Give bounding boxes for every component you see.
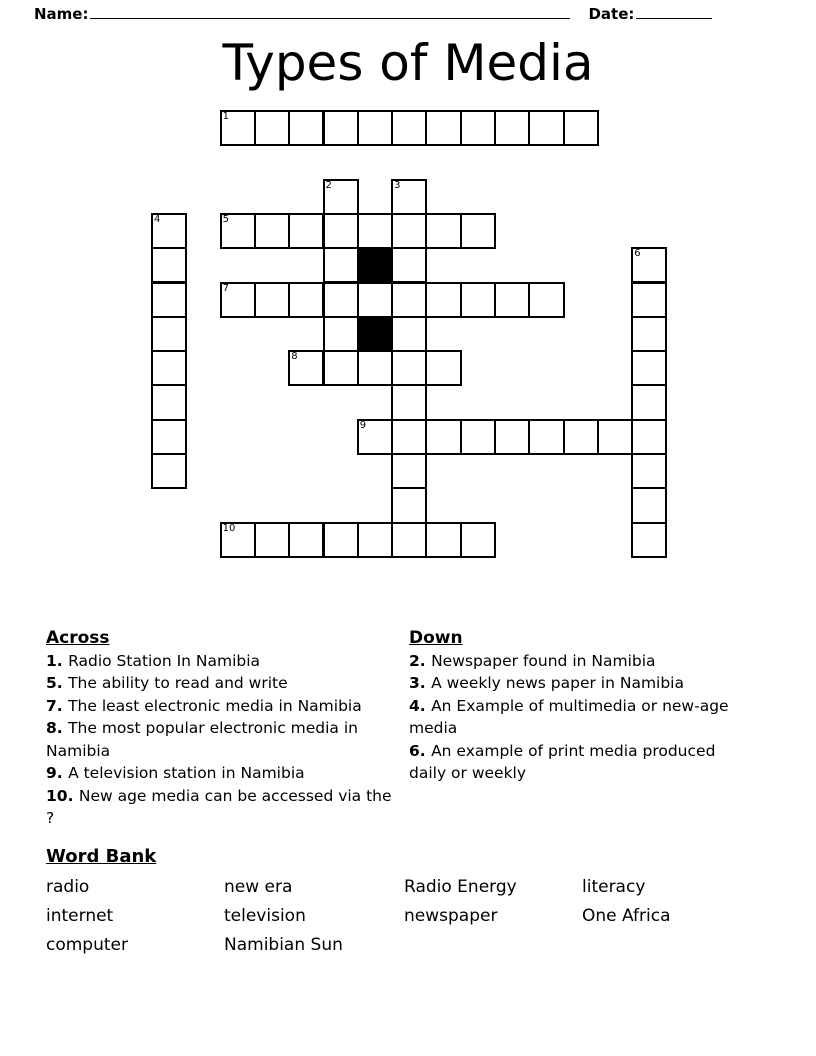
grid-cell[interactable] (528, 282, 564, 318)
down-clue-text: An Example of multimedia or new-age media (409, 696, 729, 738)
grid-cell[interactable] (288, 522, 324, 558)
grid-cell[interactable] (220, 282, 256, 318)
word-bank-item: radio (46, 877, 90, 897)
grid-cell[interactable] (631, 384, 667, 420)
grid-cell-number: 7 (222, 282, 229, 294)
word-bank-item: Radio Energy (404, 877, 517, 897)
across-clue (46, 762, 396, 784)
grid-cell[interactable] (631, 350, 667, 386)
grid-cell[interactable] (460, 419, 496, 455)
grid-cell[interactable] (391, 453, 427, 489)
word-bank-section (46, 846, 786, 961)
across-clue (46, 785, 396, 830)
grid-cell[interactable] (220, 213, 256, 249)
grid-cell[interactable] (323, 179, 359, 215)
grid-cell[interactable] (597, 419, 633, 455)
grid-cell[interactable] (254, 522, 290, 558)
grid-cell[interactable] (323, 213, 359, 249)
grid-cell[interactable] (323, 282, 359, 318)
across-clue (46, 672, 396, 694)
grid-cell-number: 8 (291, 351, 298, 363)
across-clue-number: 10. (46, 786, 79, 805)
word-bank-empty (582, 931, 762, 960)
grid-cell[interactable] (254, 110, 290, 146)
across-clue-number: 8. (46, 719, 69, 738)
grid-cell[interactable] (631, 419, 667, 455)
grid-cell[interactable] (391, 179, 427, 215)
page-title: Types of Media (222, 34, 594, 92)
word-bank-item: Namibian Sun (224, 935, 343, 956)
grid-cell[interactable] (425, 419, 461, 455)
grid-cell-number: 6 (634, 248, 641, 260)
grid-cell[interactable] (563, 110, 599, 146)
grid-cell[interactable] (563, 419, 599, 455)
grid-cell[interactable] (323, 350, 359, 386)
grid-cell-number: 3 (394, 179, 401, 191)
grid-cell[interactable] (151, 453, 187, 489)
down-clue (409, 695, 749, 740)
grid-cell[interactable] (391, 384, 427, 420)
grid-cell[interactable] (631, 282, 667, 318)
grid-cell[interactable] (151, 282, 187, 318)
grid-cell[interactable] (391, 487, 427, 523)
grid-cell[interactable] (494, 110, 530, 146)
across-clue-text: The most popular electronic media in Namibia (46, 719, 358, 760)
grid-cell-number: 2 (325, 179, 332, 191)
grid-cell-number: 5 (222, 213, 229, 225)
down-clue-text: Newspaper found in Namibia (431, 652, 656, 670)
grid-cell[interactable] (357, 110, 393, 146)
name-label: Name: (34, 5, 89, 23)
grid-cell[interactable] (425, 282, 461, 318)
grid-cell[interactable] (528, 419, 564, 455)
grid-cell[interactable] (357, 419, 393, 455)
grid-cell[interactable] (391, 110, 427, 146)
across-clue-number: 9. (46, 764, 69, 783)
grid-cell[interactable] (323, 110, 359, 146)
across-clue-text: Radio Station In Namibia (68, 652, 261, 670)
down-clue-number: 2. (409, 652, 432, 670)
grid-cell[interactable] (254, 282, 290, 318)
across-heading: Across (46, 628, 110, 648)
grid-cell[interactable] (528, 110, 564, 146)
down-heading: Down (409, 628, 463, 648)
grid-cell[interactable] (391, 247, 427, 283)
word-bank-item: computer (46, 935, 128, 956)
across-clue-text: A television station in Namibia (68, 764, 305, 783)
grid-cell[interactable] (460, 213, 496, 249)
down-clue-number: 4. (409, 696, 432, 715)
word-bank-grid (46, 873, 786, 961)
date-label: Date: (588, 5, 635, 23)
grid-cell[interactable] (288, 282, 324, 318)
down-clue (409, 650, 749, 672)
grid-cell[interactable] (151, 213, 187, 249)
down-clue-text: A weekly news paper in Namibia (431, 674, 684, 693)
word-bank-item: literacy (582, 877, 646, 897)
grid-cell[interactable] (288, 350, 324, 386)
grid-cell[interactable] (391, 522, 427, 558)
grid-cell[interactable] (631, 522, 667, 558)
grid-cell[interactable] (425, 350, 461, 386)
grid-cell[interactable] (220, 110, 256, 146)
across-clue (46, 695, 396, 717)
grid-cell-number: 10 (222, 522, 236, 534)
grid-cell[interactable] (460, 110, 496, 146)
grid-block-cell (357, 247, 393, 283)
grid-cell[interactable] (323, 247, 359, 283)
grid-cell[interactable] (460, 282, 496, 318)
across-clue-number: 1. (46, 652, 69, 670)
grid-cell[interactable] (631, 316, 667, 352)
grid-cell[interactable] (151, 350, 187, 386)
word-bank-empty (404, 931, 582, 960)
down-clue-number: 3. (409, 674, 432, 693)
grid-cell[interactable] (494, 419, 530, 455)
across-clue-text: New age media can be accessed via the ? (46, 786, 392, 828)
down-clue-text: An example of print media produced daily or weekly (409, 741, 716, 783)
across-clue-text: The ability to read and write (68, 674, 288, 693)
grid-cell[interactable] (357, 282, 393, 318)
word-bank-heading: Word Bank (46, 846, 157, 867)
grid-cell-number: 4 (154, 213, 161, 225)
across-clue-number: 5. (46, 674, 69, 693)
grid-cell[interactable] (391, 316, 427, 352)
grid-cell[interactable] (254, 213, 290, 249)
grid-cell[interactable] (151, 384, 187, 420)
down-clue-list (409, 650, 749, 785)
grid-cell[interactable] (391, 282, 427, 318)
grid-cell[interactable] (151, 247, 187, 283)
grid-cell[interactable] (151, 316, 187, 352)
across-clue-text: The least electronic media in Namibia (68, 696, 362, 715)
grid-cell[interactable] (220, 522, 256, 558)
grid-cell[interactable] (494, 282, 530, 318)
grid-cell[interactable] (391, 350, 427, 386)
word-bank-item: internet (46, 906, 114, 927)
grid-cell[interactable] (425, 522, 461, 558)
grid-cell-number: 1 (222, 111, 229, 122)
grid-cell[interactable] (460, 522, 496, 558)
word-bank-item: One Africa (582, 906, 671, 927)
word-bank-item: television (224, 906, 306, 927)
grid-cell[interactable] (288, 213, 324, 249)
grid-cell[interactable] (357, 522, 393, 558)
grid-cell[interactable] (391, 419, 427, 455)
down-clue (409, 740, 749, 785)
across-clue (46, 717, 396, 762)
across-clue-number: 7. (46, 696, 69, 715)
down-column (409, 628, 749, 785)
down-clue (409, 672, 749, 694)
grid-cell[interactable] (631, 453, 667, 489)
down-clue-number: 6. (409, 741, 432, 760)
across-clue-list (46, 650, 396, 830)
grid-cell[interactable] (357, 350, 393, 386)
grid-cell[interactable] (391, 213, 427, 249)
grid-cell[interactable] (631, 487, 667, 523)
across-column (46, 628, 396, 830)
grid-cell[interactable] (425, 110, 461, 146)
grid-block-cell (357, 316, 393, 352)
grid-cell[interactable] (288, 110, 324, 146)
grid-cell[interactable] (323, 316, 359, 352)
across-clue (46, 650, 396, 672)
word-bank-item: newspaper (404, 906, 498, 927)
grid-cell[interactable] (357, 213, 393, 249)
grid-cell[interactable] (323, 522, 359, 558)
word-bank-item: new era (224, 877, 293, 897)
grid-cell[interactable] (151, 419, 187, 455)
grid-cell[interactable] (425, 213, 461, 249)
grid-cell[interactable] (631, 247, 667, 283)
grid-cell-number: 9 (359, 419, 367, 431)
